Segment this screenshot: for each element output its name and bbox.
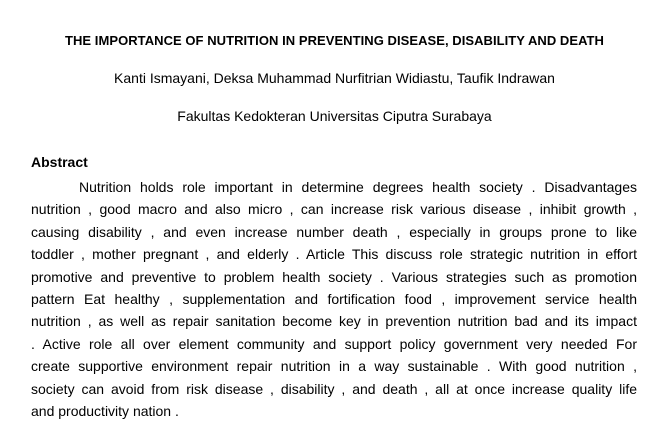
abstract-line: nutrition , as well as repair sanitation become key in prevention nutrition bad and its impact bbox=[31, 313, 637, 330]
abstract-line: create supportive environment repair nutrition in a way sustainable . With good nutrition , bbox=[31, 358, 637, 375]
abstract-line: promotive and preventive to problem health society . Various strategies such as promotion bbox=[31, 268, 637, 285]
abstract-line: . Active role all over element community and support policy government very needed For bbox=[31, 335, 637, 352]
abstract-line: toddler , mother pregnant , and elderly . Article This discuss role strategic nutrition in effort bbox=[31, 246, 637, 263]
abstract-body bbox=[31, 176, 637, 422]
abstract-heading: Abstract bbox=[31, 154, 88, 170]
abstract-line: causing disability , and even increase number death , especially in groups prone to like bbox=[31, 223, 637, 240]
abstract-line: and productivity nation . bbox=[31, 402, 179, 419]
abstract-line: Nutrition holds role important in determine degrees health society . Disadvantages bbox=[79, 179, 637, 195]
paper-title: THE IMPORTANCE OF NUTRITION IN PREVENTING DISEASE, DISABILITY AND DEATH bbox=[65, 33, 604, 48]
abstract-line: nutrition , good macro and also micro , can increase risk various disease , inhibit growth , bbox=[31, 201, 637, 218]
paper-affiliation: Fakultas Kedokteran Universitas Ciputra Surabaya bbox=[177, 108, 492, 124]
abstract-line: pattern Eat healthy , supplementation and fortification food , improvement service health bbox=[31, 290, 637, 307]
paper-authors: Kanti Ismayani, Deksa Muhammad Nurfitrian Widiastu, Taufik Indrawan bbox=[114, 70, 555, 86]
abstract-line: society can avoid from risk disease , disability , and death , all at once increase quality life bbox=[31, 380, 637, 397]
